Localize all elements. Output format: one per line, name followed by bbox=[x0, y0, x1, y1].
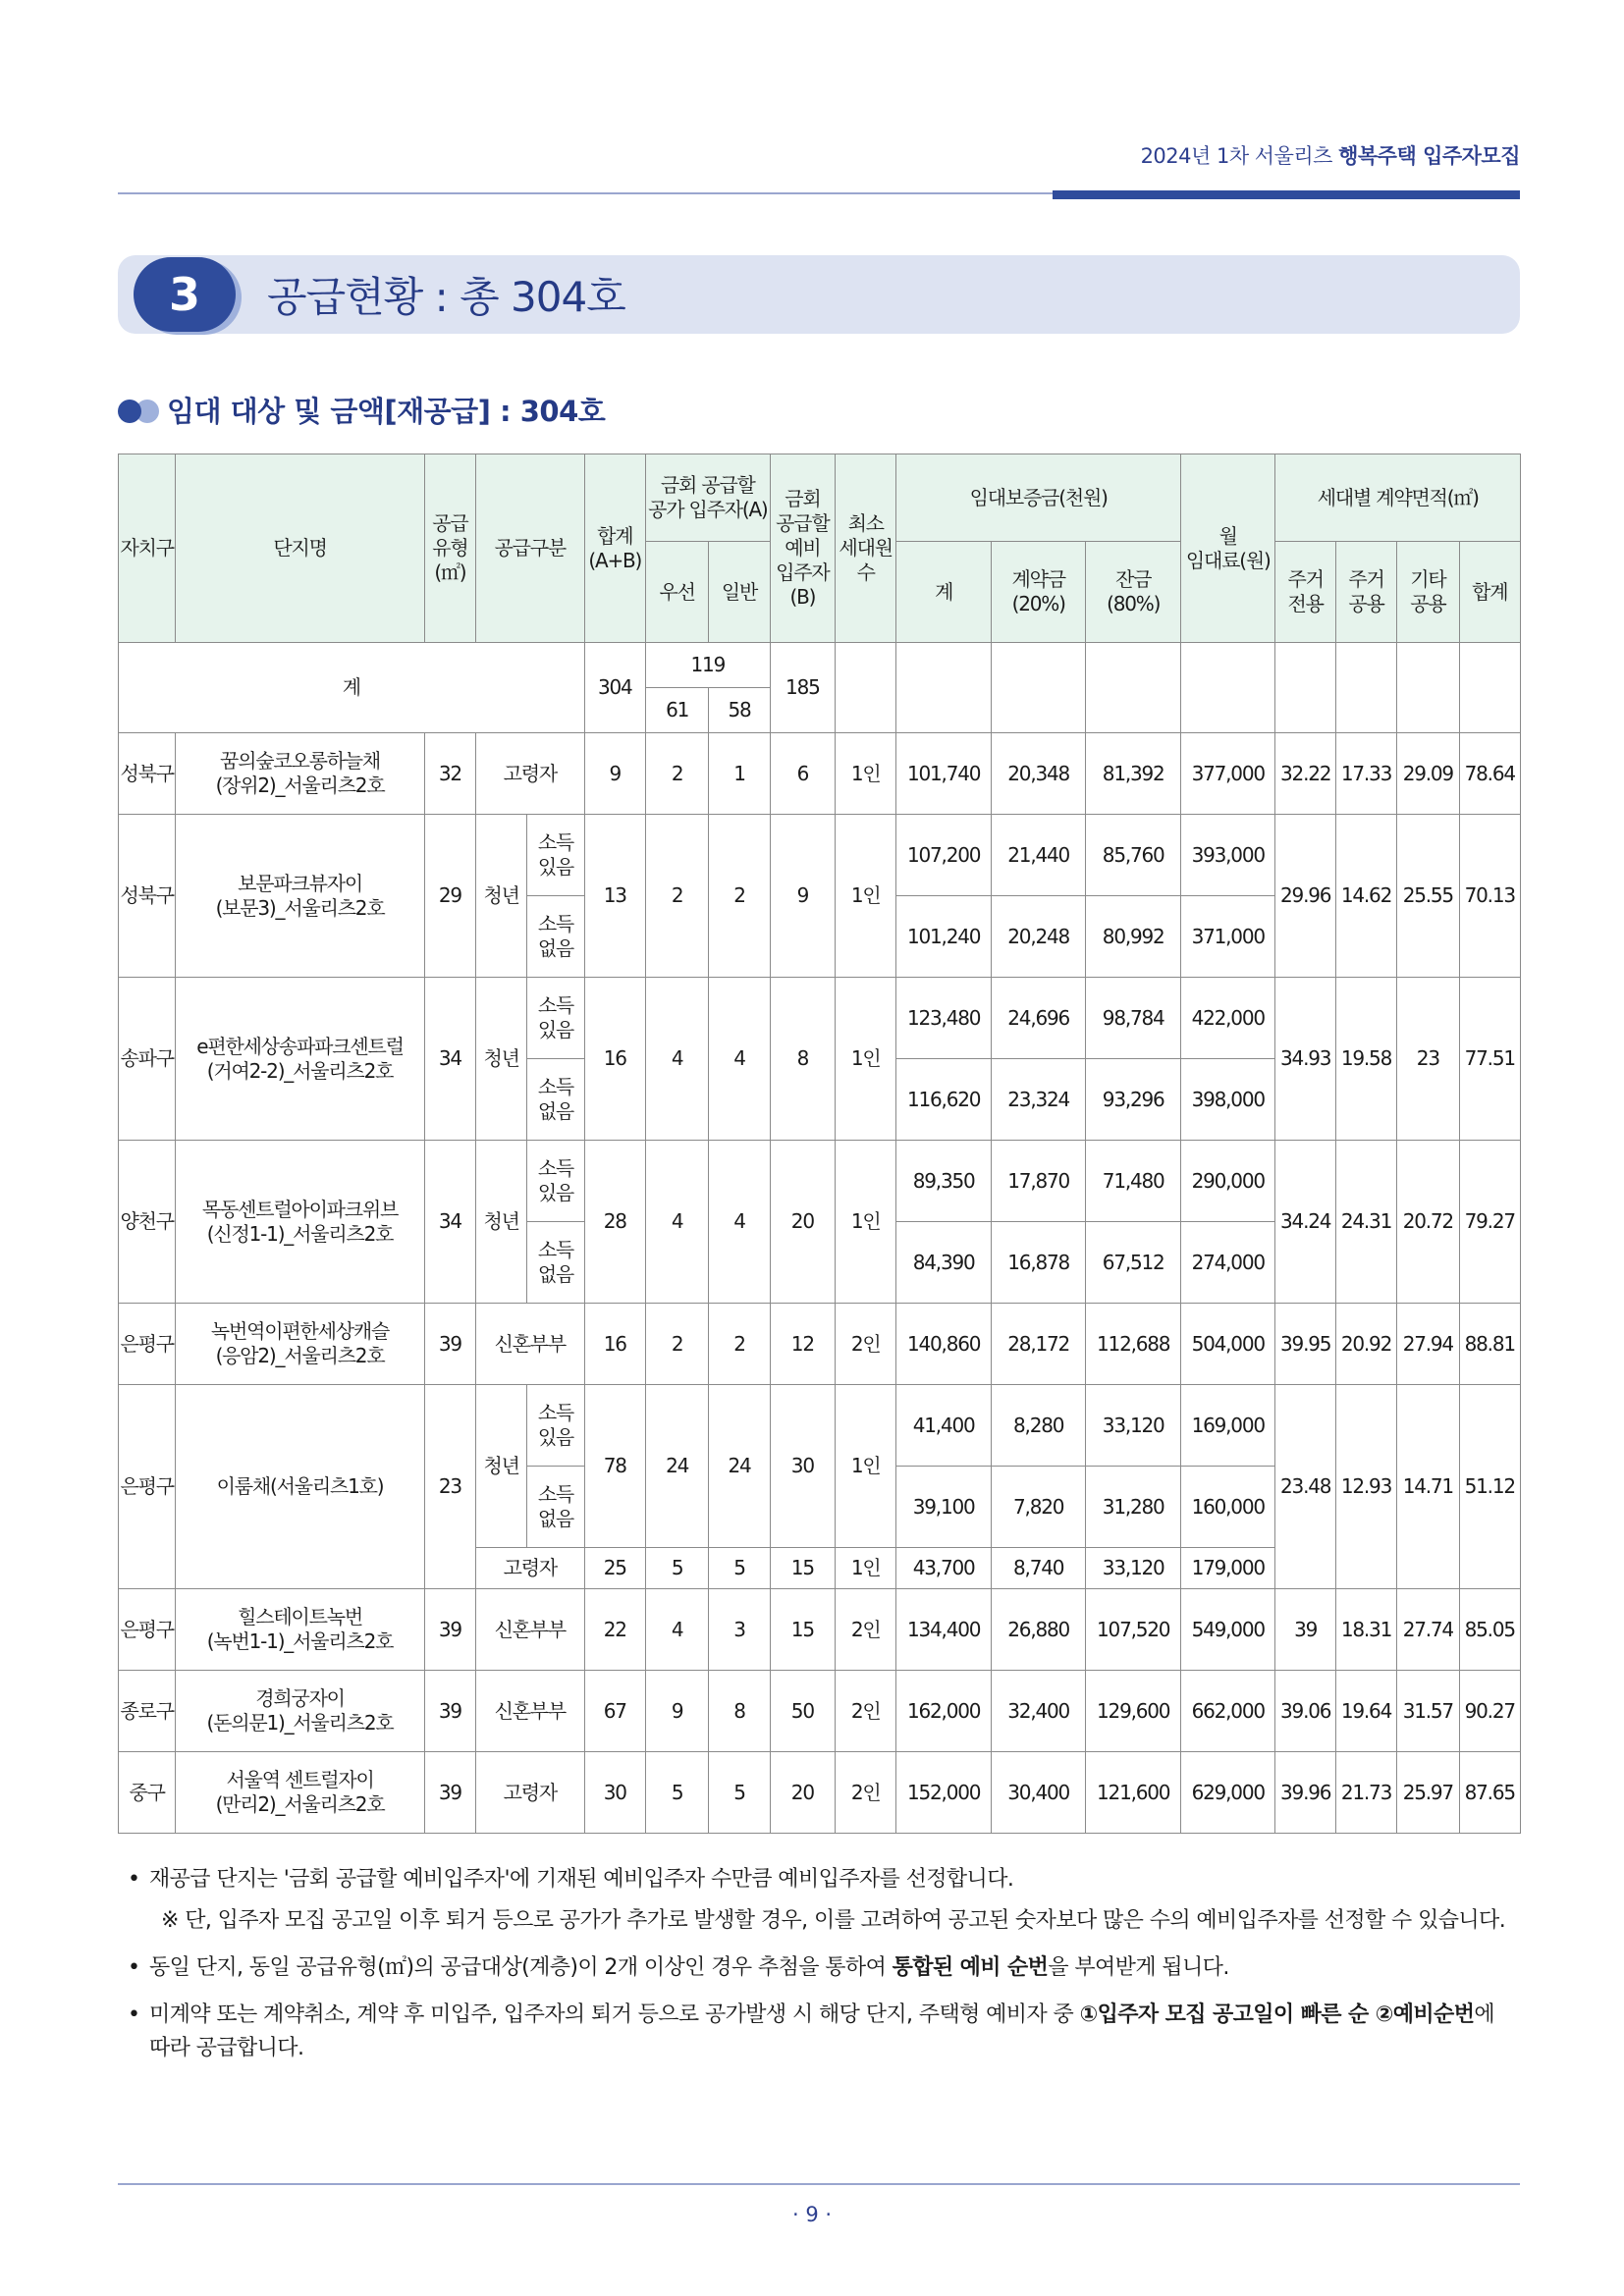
note-text: 에 따라 공급합니다. bbox=[149, 2002, 1495, 2060]
empty-cell bbox=[1086, 643, 1181, 733]
complex-cell: 경희궁자이 (돈의문1)_서울리츠2호 bbox=[176, 1671, 424, 1752]
th-this-round: 금회 공급할 공가 입주자(A) bbox=[645, 454, 770, 542]
table-row bbox=[119, 1752, 1521, 1834]
complex-cell: 서울역 센트럴자이 (만리2)_서울리츠2호 bbox=[176, 1752, 424, 1834]
area-other-cell: 14.71 bbox=[1397, 1385, 1459, 1589]
th-area: 세대별 계약면적(㎡) bbox=[1275, 454, 1521, 542]
total-general: 58 bbox=[709, 688, 770, 733]
deposit-cell: 89,350 bbox=[896, 1141, 992, 1222]
area-exclusive-cell: 34.93 bbox=[1275, 978, 1335, 1141]
note-text-bold: ①입주자 모집 공고일이 빠른 순 ②예비순번 bbox=[1079, 2002, 1475, 2027]
table-row bbox=[119, 1385, 1521, 1467]
balance-cell: 81,392 bbox=[1086, 733, 1181, 815]
area-other-cell: 25.97 bbox=[1397, 1752, 1459, 1834]
reserve-cell: 9 bbox=[770, 815, 835, 978]
income-sub-cell: 소득 있음 bbox=[527, 1141, 584, 1222]
total-cell: 22 bbox=[584, 1589, 645, 1671]
total-cell: 13 bbox=[584, 815, 645, 978]
reserve-cell: 15 bbox=[770, 1589, 835, 1671]
empty-cell bbox=[1397, 643, 1459, 733]
balance-cell: 121,600 bbox=[1086, 1752, 1181, 1834]
th-area-exclusive: 주거 전용 bbox=[1275, 542, 1335, 643]
class-cell: 청년 bbox=[476, 978, 527, 1141]
deposit-cell: 123,480 bbox=[896, 978, 992, 1059]
contract-cell: 8,740 bbox=[991, 1548, 1086, 1589]
monthly-cell: 274,000 bbox=[1180, 1222, 1275, 1304]
contract-cell: 16,878 bbox=[991, 1222, 1086, 1304]
type-cell: 39 bbox=[424, 1589, 475, 1671]
area-exclusive-cell: 39 bbox=[1275, 1589, 1335, 1671]
empty-cell bbox=[1180, 643, 1275, 733]
complex-cell: 녹번역이편한세상캐슬 (응암2)_서울리츠2호 bbox=[176, 1304, 424, 1385]
priority-cell: 4 bbox=[645, 978, 708, 1141]
area-shared-cell: 21.73 bbox=[1335, 1752, 1396, 1834]
balance-cell: 67,512 bbox=[1086, 1222, 1181, 1304]
area-sum-cell: 85.05 bbox=[1459, 1589, 1521, 1671]
monthly-cell: 377,000 bbox=[1180, 733, 1275, 815]
general-cell: 2 bbox=[709, 815, 770, 978]
balance-cell: 33,120 bbox=[1086, 1548, 1181, 1589]
footer-divider bbox=[118, 2183, 1520, 2185]
contract-cell: 28,172 bbox=[991, 1304, 1086, 1385]
priority-cell: 24 bbox=[645, 1385, 708, 1548]
monthly-cell: 371,000 bbox=[1180, 896, 1275, 978]
contract-cell: 21,440 bbox=[991, 815, 1086, 896]
income-sub-cell: 소득 있음 bbox=[527, 978, 584, 1059]
balance-cell: 112,688 bbox=[1086, 1304, 1181, 1385]
notes bbox=[128, 1863, 1520, 2079]
reserve-cell: 8 bbox=[770, 978, 835, 1141]
monthly-cell: 662,000 bbox=[1180, 1671, 1275, 1752]
class-cell: 청년 bbox=[476, 1385, 527, 1548]
balance-cell: 98,784 bbox=[1086, 978, 1181, 1059]
area-shared-cell: 20.92 bbox=[1335, 1304, 1396, 1385]
total-reserve: 185 bbox=[770, 643, 835, 733]
deposit-cell: 43,700 bbox=[896, 1548, 992, 1589]
section-title: 공급현황 : 총 304호 bbox=[267, 273, 625, 321]
header-title bbox=[1141, 140, 1520, 170]
type-cell: 39 bbox=[424, 1752, 475, 1834]
general-cell: 3 bbox=[709, 1589, 770, 1671]
monthly-cell: 504,000 bbox=[1180, 1304, 1275, 1385]
general-cell: 1 bbox=[709, 733, 770, 815]
deposit-cell: 84,390 bbox=[896, 1222, 992, 1304]
table-row bbox=[119, 815, 1521, 896]
class-cell: 고령자 bbox=[476, 1548, 585, 1589]
monthly-cell: 290,000 bbox=[1180, 1141, 1275, 1222]
deposit-cell: 152,000 bbox=[896, 1752, 992, 1834]
monthly-cell: 422,000 bbox=[1180, 978, 1275, 1059]
reserve-cell: 15 bbox=[770, 1548, 835, 1589]
table-row bbox=[119, 1304, 1521, 1385]
min-cell: 1인 bbox=[836, 1141, 896, 1304]
deposit-cell: 101,240 bbox=[896, 896, 992, 978]
th-deposit-balance: 잔금 (80%) bbox=[1086, 542, 1181, 643]
district-cell: 중구 bbox=[119, 1752, 176, 1834]
general-cell: 2 bbox=[709, 1304, 770, 1385]
th-district: 자치구 bbox=[119, 454, 176, 643]
area-other-cell: 20.72 bbox=[1397, 1141, 1459, 1304]
general-cell: 4 bbox=[709, 978, 770, 1141]
table-row bbox=[119, 1671, 1521, 1752]
district-cell: 성북구 bbox=[119, 733, 176, 815]
min-cell: 2인 bbox=[836, 1589, 896, 1671]
total-cell: 67 bbox=[584, 1671, 645, 1752]
complex-cell: 힐스테이트녹번 (녹번1-1)_서울리츠2호 bbox=[176, 1589, 424, 1671]
general-cell: 24 bbox=[709, 1385, 770, 1548]
area-other-cell: 31.57 bbox=[1397, 1671, 1459, 1752]
deposit-cell: 134,400 bbox=[896, 1589, 992, 1671]
income-sub-cell: 소득 있음 bbox=[527, 1385, 584, 1467]
income-sub-cell: 소득 없음 bbox=[527, 1467, 584, 1548]
area-shared-cell: 24.31 bbox=[1335, 1141, 1396, 1304]
th-area-other: 기타 공용 bbox=[1397, 542, 1459, 643]
district-cell: 성북구 bbox=[119, 815, 176, 978]
min-cell: 1인 bbox=[836, 733, 896, 815]
min-cell: 2인 bbox=[836, 1304, 896, 1385]
min-cell: 1인 bbox=[836, 978, 896, 1141]
contract-cell: 7,820 bbox=[991, 1467, 1086, 1548]
total-cell: 16 bbox=[584, 1304, 645, 1385]
complex-cell: 꿈의숲코오롱하늘채 (장위2)_서울리츠2호 bbox=[176, 733, 424, 815]
type-cell: 39 bbox=[424, 1304, 475, 1385]
area-shared-cell: 19.64 bbox=[1335, 1671, 1396, 1752]
area-sum-cell: 51.12 bbox=[1459, 1385, 1521, 1589]
reserve-cell: 50 bbox=[770, 1671, 835, 1752]
th-priority: 우선 bbox=[645, 542, 708, 643]
th-reserve: 금회 공급할 예비 입주자 (B) bbox=[770, 454, 835, 643]
priority-cell: 9 bbox=[645, 1671, 708, 1752]
empty-cell bbox=[991, 643, 1086, 733]
area-exclusive-cell: 39.95 bbox=[1275, 1304, 1335, 1385]
class-cell: 신혼부부 bbox=[476, 1304, 585, 1385]
area-sum-cell: 87.65 bbox=[1459, 1752, 1521, 1834]
area-exclusive-cell: 39.96 bbox=[1275, 1752, 1335, 1834]
contract-cell: 23,324 bbox=[991, 1059, 1086, 1141]
type-cell: 32 bbox=[424, 733, 475, 815]
income-sub-cell: 소득 없음 bbox=[527, 1059, 584, 1141]
deposit-cell: 162,000 bbox=[896, 1671, 992, 1752]
area-exclusive-cell: 34.24 bbox=[1275, 1141, 1335, 1304]
contract-cell: 32,400 bbox=[991, 1671, 1086, 1752]
area-shared-cell: 17.33 bbox=[1335, 733, 1396, 815]
monthly-cell: 398,000 bbox=[1180, 1059, 1275, 1141]
area-sum-cell: 90.27 bbox=[1459, 1671, 1521, 1752]
note-text: 동일 단지, 동일 공급유형(㎡)의 공급대상(계층)이 2개 이상인 경우 추첨을 통하여 bbox=[149, 1955, 893, 1980]
note-item bbox=[128, 1999, 1520, 2065]
deposit-cell: 116,620 bbox=[896, 1059, 992, 1141]
priority-cell: 2 bbox=[645, 815, 708, 978]
type-cell: 34 bbox=[424, 978, 475, 1141]
priority-cell: 5 bbox=[645, 1752, 708, 1834]
note-item bbox=[128, 1951, 1520, 1985]
general-cell: 4 bbox=[709, 1141, 770, 1304]
total-a: 119 bbox=[645, 643, 770, 688]
type-cell: 29 bbox=[424, 815, 475, 978]
area-shared-cell: 14.62 bbox=[1335, 815, 1396, 978]
income-sub-cell: 소득 있음 bbox=[527, 815, 584, 896]
page-number: · 9 · bbox=[791, 2203, 833, 2226]
deposit-cell: 41,400 bbox=[896, 1385, 992, 1467]
th-deposit-contract: 계약금 (20%) bbox=[991, 542, 1086, 643]
balance-cell: 31,280 bbox=[1086, 1467, 1181, 1548]
empty-cell bbox=[1459, 643, 1521, 733]
reserve-cell: 20 bbox=[770, 1141, 835, 1304]
monthly-cell: 393,000 bbox=[1180, 815, 1275, 896]
area-other-cell: 29.09 bbox=[1397, 733, 1459, 815]
balance-cell: 85,760 bbox=[1086, 815, 1181, 896]
monthly-cell: 169,000 bbox=[1180, 1385, 1275, 1467]
priority-cell: 5 bbox=[645, 1548, 708, 1589]
min-cell: 2인 bbox=[836, 1752, 896, 1834]
area-shared-cell: 19.58 bbox=[1335, 978, 1396, 1141]
balance-cell: 107,520 bbox=[1086, 1589, 1181, 1671]
district-cell: 양천구 bbox=[119, 1141, 176, 1304]
area-other-cell: 23 bbox=[1397, 978, 1459, 1141]
note-text: 미계약 또는 계약취소, 계약 후 미입주, 입주자의 퇴거 등으로 공가발생 시 해당 단지, 주택형 예비자 중 bbox=[149, 2002, 1080, 2027]
balance-cell: 129,600 bbox=[1086, 1671, 1181, 1752]
area-other-cell: 27.74 bbox=[1397, 1589, 1459, 1671]
deposit-cell: 39,100 bbox=[896, 1467, 992, 1548]
total-cell: 9 bbox=[584, 733, 645, 815]
contract-cell: 26,880 bbox=[991, 1589, 1086, 1671]
priority-cell: 4 bbox=[645, 1589, 708, 1671]
empty-cell bbox=[896, 643, 992, 733]
type-cell: 39 bbox=[424, 1671, 475, 1752]
priority-cell: 2 bbox=[645, 1304, 708, 1385]
income-sub-cell: 소득 없음 bbox=[527, 1222, 584, 1304]
general-cell: 8 bbox=[709, 1671, 770, 1752]
area-other-cell: 27.94 bbox=[1397, 1304, 1459, 1385]
supply-table bbox=[118, 454, 1521, 1834]
area-exclusive-cell: 29.96 bbox=[1275, 815, 1335, 978]
total-cell: 25 bbox=[584, 1548, 645, 1589]
bullet-icon: • bbox=[128, 2002, 140, 2027]
th-supply-type: 공급 유형 (㎡) bbox=[424, 454, 475, 643]
complex-cell: 목동센트럴아이파크위브 (신정1-1)_서울리츠2호 bbox=[176, 1141, 424, 1304]
deposit-cell: 140,860 bbox=[896, 1304, 992, 1385]
total-cell: 16 bbox=[584, 978, 645, 1141]
bullet-icon: • bbox=[128, 1867, 140, 1892]
contract-cell: 8,280 bbox=[991, 1385, 1086, 1467]
reserve-cell: 12 bbox=[770, 1304, 835, 1385]
area-other-cell: 25.55 bbox=[1397, 815, 1459, 978]
class-cell: 청년 bbox=[476, 1141, 527, 1304]
total-count: 304 bbox=[584, 643, 645, 733]
deposit-cell: 107,200 bbox=[896, 815, 992, 896]
general-cell: 5 bbox=[709, 1752, 770, 1834]
district-cell: 송파구 bbox=[119, 978, 176, 1141]
area-shared-cell: 12.93 bbox=[1335, 1385, 1396, 1589]
area-sum-cell: 78.64 bbox=[1459, 733, 1521, 815]
class-cell: 고령자 bbox=[476, 733, 585, 815]
monthly-cell: 160,000 bbox=[1180, 1467, 1275, 1548]
type-cell: 23 bbox=[424, 1385, 475, 1589]
note-subitem: ※ 단, 입주자 모집 공고일 이후 퇴거 등으로 공가가 추가로 발생할 경우, 이를 고려하여 공고된 숫자보다 많은 수의 예비입주자를 선정할 수 있습니다. bbox=[161, 1908, 1506, 1933]
min-cell: 1인 bbox=[836, 1385, 896, 1548]
note-text: 을 부여받게 됩니다. bbox=[1048, 1955, 1229, 1980]
priority-cell: 4 bbox=[645, 1141, 708, 1304]
balance-cell: 80,992 bbox=[1086, 896, 1181, 978]
class-cell: 고령자 bbox=[476, 1752, 585, 1834]
empty-cell bbox=[836, 643, 896, 733]
subsection-title: 임대 대상 및 금액[재공급] : 304호 bbox=[167, 395, 606, 428]
class-cell: 청년 bbox=[476, 815, 527, 978]
area-sum-cell: 88.81 bbox=[1459, 1304, 1521, 1385]
area-exclusive-cell: 23.48 bbox=[1275, 1385, 1335, 1589]
header-accent-bar bbox=[1053, 190, 1520, 199]
min-cell: 1인 bbox=[836, 1548, 896, 1589]
table-row bbox=[119, 1589, 1521, 1671]
note-text-bold: 통합된 예비 순번 bbox=[892, 1955, 1049, 1980]
district-cell: 은평구 bbox=[119, 1304, 176, 1385]
th-area-shared: 주거 공용 bbox=[1335, 542, 1396, 643]
area-exclusive-cell: 32.22 bbox=[1275, 733, 1335, 815]
class-cell: 신혼부부 bbox=[476, 1671, 585, 1752]
th-monthly: 월 임대료(원) bbox=[1180, 454, 1275, 643]
area-exclusive-cell: 39.06 bbox=[1275, 1671, 1335, 1752]
total-cell: 28 bbox=[584, 1141, 645, 1304]
balance-cell: 93,296 bbox=[1086, 1059, 1181, 1141]
min-cell: 1인 bbox=[836, 815, 896, 978]
priority-cell: 2 bbox=[645, 733, 708, 815]
class-cell: 신혼부부 bbox=[476, 1589, 585, 1671]
note-text: 재공급 단지는 '금회 공급할 예비입주자'에 기재된 예비입주자 수만큼 예비입주자를 선정합니다. bbox=[149, 1867, 1014, 1892]
header-text: 2024년 1차 서울리츠 bbox=[1140, 144, 1339, 168]
district-cell: 은평구 bbox=[119, 1385, 176, 1589]
complex-cell: 보문파크뷰자이 (보문3)_서울리츠2호 bbox=[176, 815, 424, 978]
district-cell: 은평구 bbox=[119, 1589, 176, 1671]
monthly-cell: 179,000 bbox=[1180, 1548, 1275, 1589]
area-sum-cell: 79.27 bbox=[1459, 1141, 1521, 1304]
th-supply-class: 공급구분 bbox=[476, 454, 585, 643]
min-cell: 2인 bbox=[836, 1671, 896, 1752]
th-total: 합계 (A+B) bbox=[584, 454, 645, 643]
contract-cell: 30,400 bbox=[991, 1752, 1086, 1834]
total-label: 계 bbox=[119, 643, 585, 733]
contract-cell: 20,248 bbox=[991, 896, 1086, 978]
contract-cell: 24,696 bbox=[991, 978, 1086, 1059]
th-deposit: 임대보증금(천원) bbox=[896, 454, 1181, 542]
th-min-household: 최소 세대원 수 bbox=[836, 454, 896, 643]
contract-cell: 17,870 bbox=[991, 1141, 1086, 1222]
total-cell: 30 bbox=[584, 1752, 645, 1834]
reserve-cell: 30 bbox=[770, 1385, 835, 1548]
complex-cell: e편한세상송파파크센트럴 (거여2-2)_서울리츠2호 bbox=[176, 978, 424, 1141]
section-number-badge: 3 bbox=[134, 257, 236, 332]
complex-cell: 이룸채(서울리츠1호) bbox=[176, 1385, 424, 1589]
general-cell: 5 bbox=[709, 1548, 770, 1589]
reserve-cell: 6 bbox=[770, 733, 835, 815]
table-row bbox=[119, 978, 1521, 1059]
area-shared-cell: 18.31 bbox=[1335, 1589, 1396, 1671]
th-general: 일반 bbox=[709, 542, 770, 643]
total-priority: 61 bbox=[645, 688, 708, 733]
bullet-dot-icon bbox=[118, 400, 141, 423]
table-row bbox=[119, 733, 1521, 815]
monthly-cell: 629,000 bbox=[1180, 1752, 1275, 1834]
header-text-bold: 행복주택 입주자모집 bbox=[1338, 144, 1520, 168]
income-sub-cell: 소득 없음 bbox=[527, 896, 584, 978]
table-row bbox=[119, 1141, 1521, 1222]
empty-cell bbox=[1335, 643, 1396, 733]
bullet-icon: • bbox=[128, 1955, 140, 1980]
type-cell: 34 bbox=[424, 1141, 475, 1304]
monthly-cell: 549,000 bbox=[1180, 1589, 1275, 1671]
empty-cell bbox=[1275, 643, 1335, 733]
th-area-sum: 합계 bbox=[1459, 542, 1521, 643]
total-cell: 78 bbox=[584, 1385, 645, 1548]
contract-cell: 20,348 bbox=[991, 733, 1086, 815]
district-cell: 종로구 bbox=[119, 1671, 176, 1752]
area-sum-cell: 77.51 bbox=[1459, 978, 1521, 1141]
balance-cell: 33,120 bbox=[1086, 1385, 1181, 1467]
area-sum-cell: 70.13 bbox=[1459, 815, 1521, 978]
th-complex: 단지명 bbox=[176, 454, 424, 643]
deposit-cell: 101,740 bbox=[896, 733, 992, 815]
note-item bbox=[128, 1863, 1520, 1896]
th-deposit-total: 계 bbox=[896, 542, 992, 643]
balance-cell: 71,480 bbox=[1086, 1141, 1181, 1222]
reserve-cell: 20 bbox=[770, 1752, 835, 1834]
